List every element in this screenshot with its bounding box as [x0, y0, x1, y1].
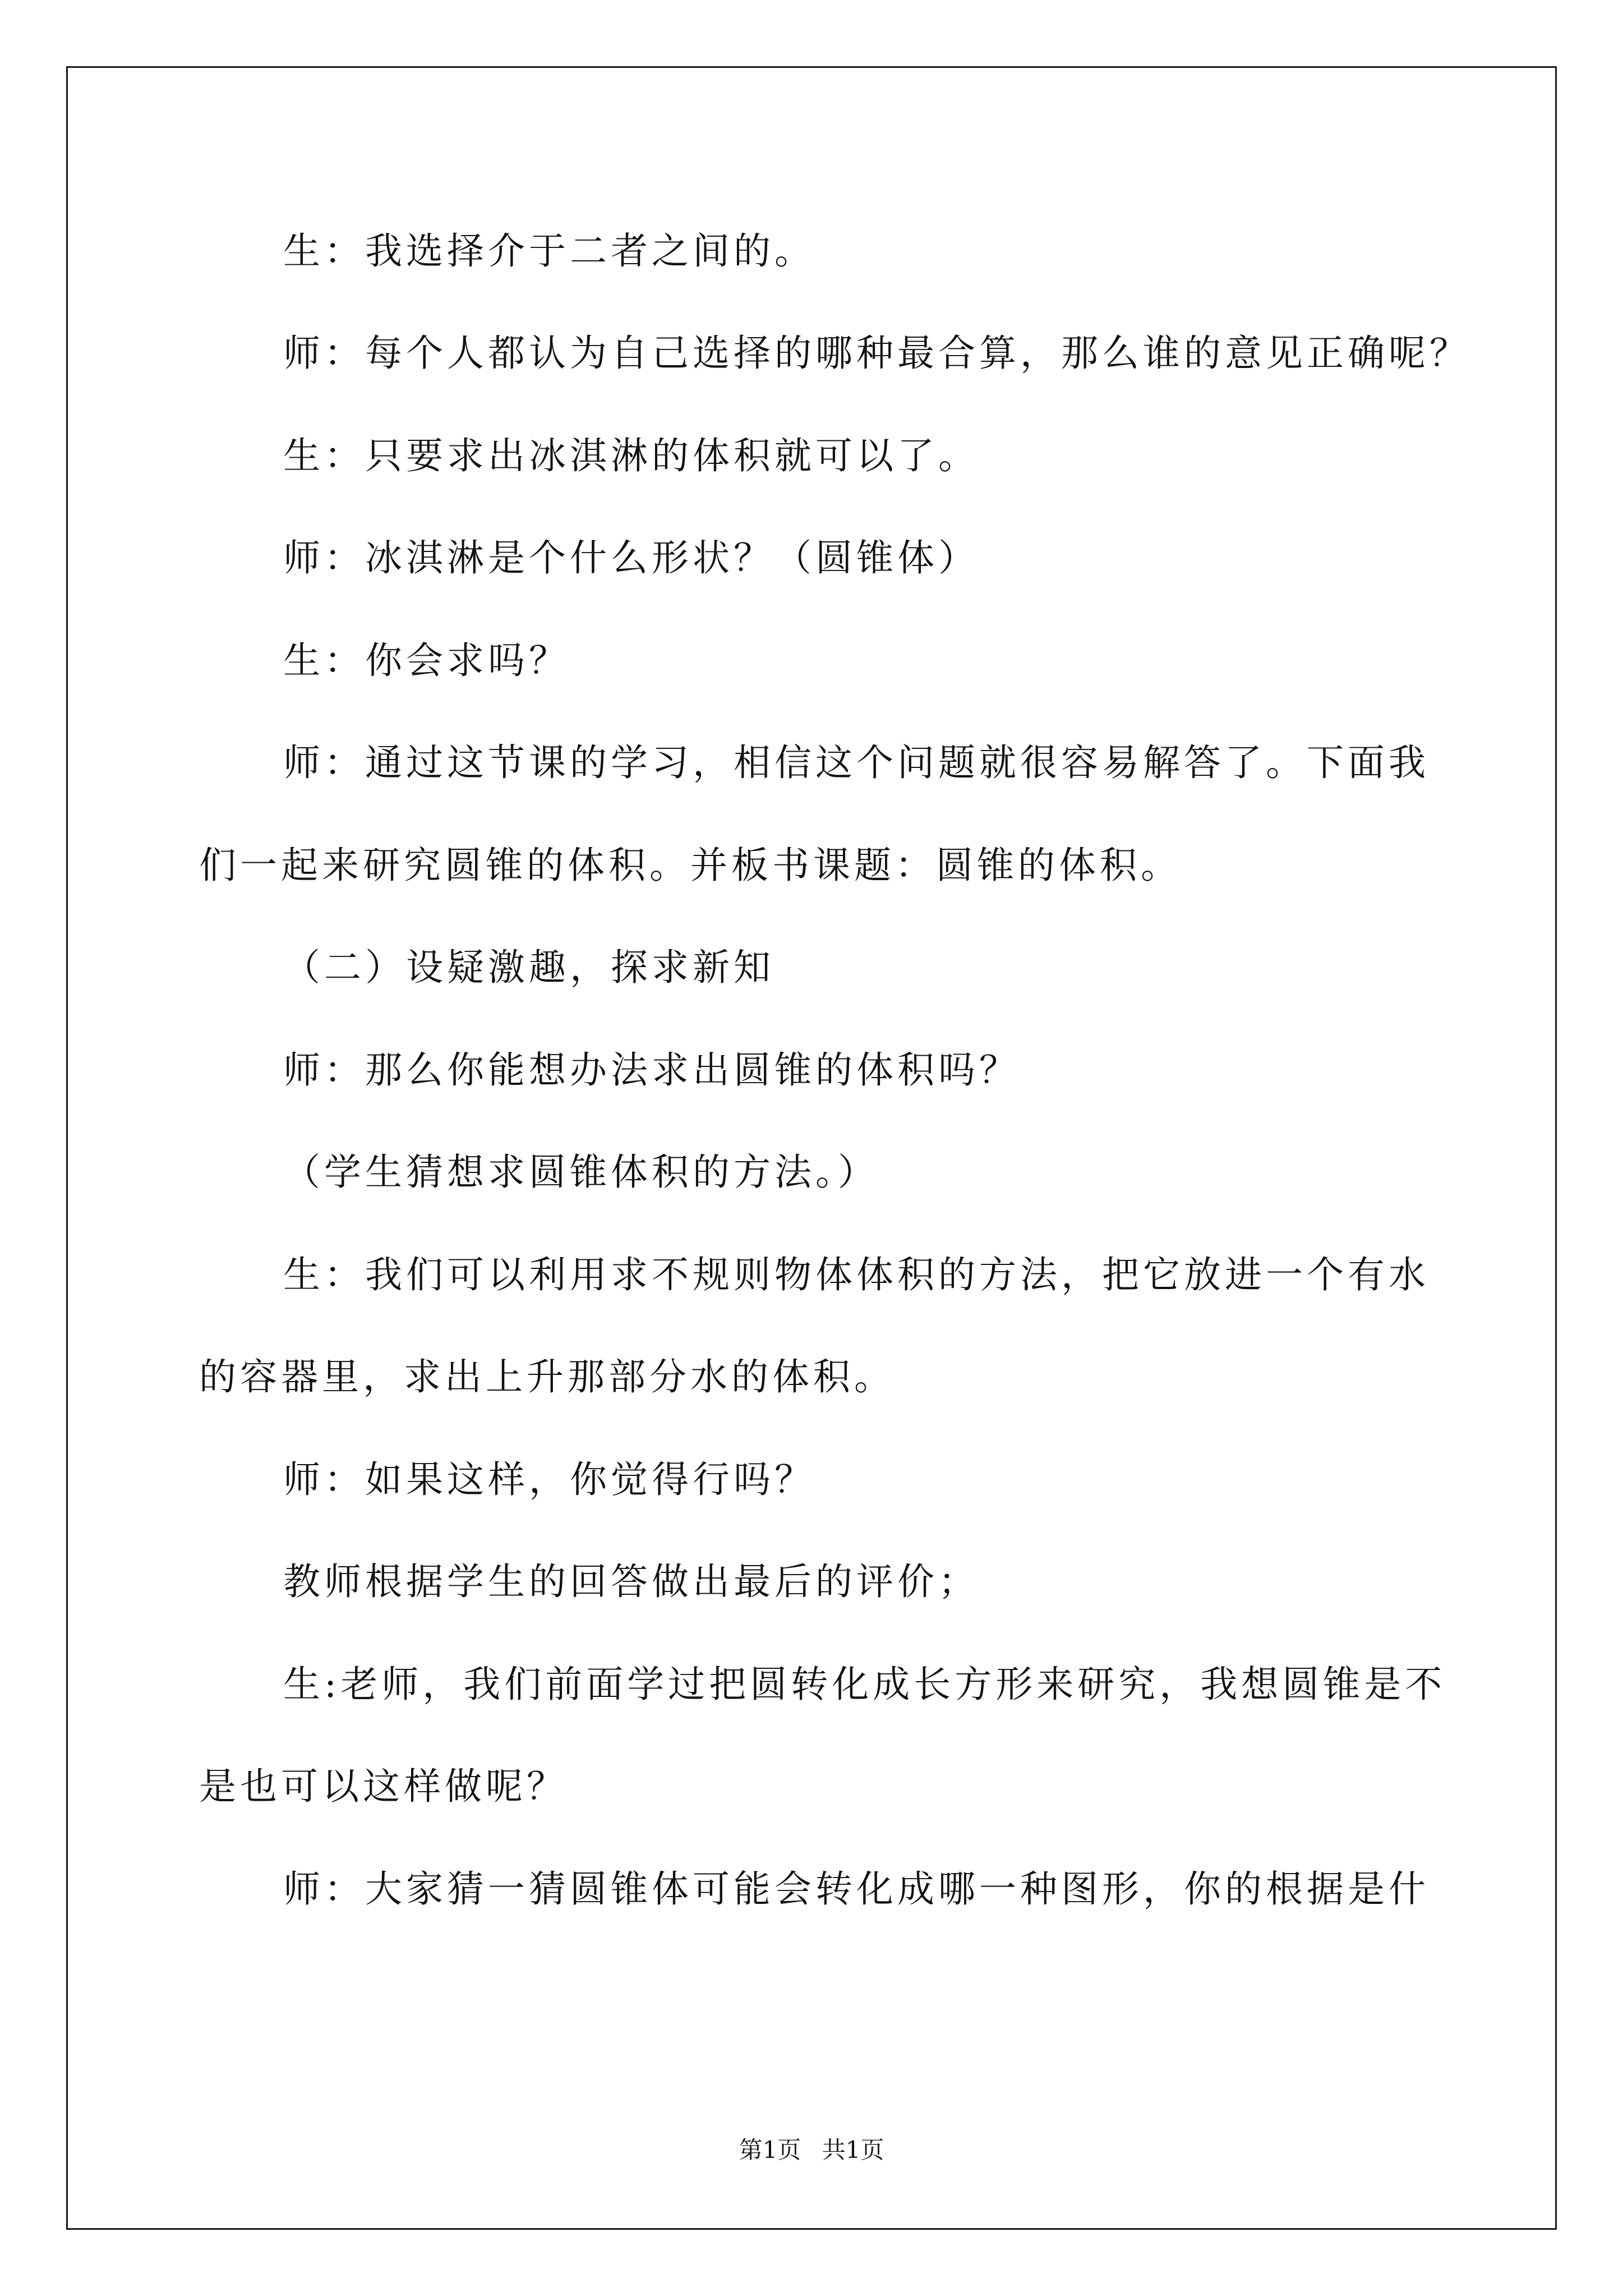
paragraph-line: 师：大家猜一猜圆锥体可能会转化成哪一种图形，你的根据是什: [283, 1867, 1430, 1911]
paragraph-line: 师：冰淇淋是个什么形状？（圆锥体）: [283, 536, 979, 579]
paragraph-line: 师：如果这样，你觉得行吗？: [283, 1458, 815, 1501]
section-heading: （二）设疑激趣，探求新知: [283, 946, 774, 989]
page-footer: [0, 2132, 1623, 2165]
paragraph-line: 生：我选择介于二者之间的。: [283, 229, 815, 273]
paragraph-line: 是也可以这样做呢？: [199, 1765, 568, 1808]
paragraph-line: 们一起来研究圆锥的体积。并板书课题：圆锥的体积。: [199, 844, 1182, 887]
paragraph-line: 生：我们可以利用求不规则物体体积的方法，把它放进一个有水: [283, 1253, 1430, 1296]
paragraph-line: 生：你会求吗？: [283, 639, 570, 682]
paragraph-line: 生：只要求出冰淇淋的体积就可以了。: [283, 434, 979, 477]
paragraph-line: 生:老师，我们前面学过把圆转化成长方形来研究，我想圆锥是不: [283, 1663, 1446, 1706]
page-total: 共1页: [822, 2136, 884, 2164]
paragraph-line: 的容器里，求出上升那部分水的体积。: [199, 1355, 895, 1398]
page-number: 第1页: [739, 2136, 801, 2164]
paragraph-line: （学生猜想求圆锥体积的方法。）: [283, 1151, 879, 1194]
paragraph-line: 师：通过这节课的学习，相信这个问题就很容易解答了。下面我: [283, 741, 1430, 784]
paragraph-line: 师：那么你能想办法求出圆锥的体积吗？: [283, 1048, 1020, 1092]
paragraph-line: 师：每个人都认为自己选择的哪种最合算，那么谁的意见正确呢？: [283, 332, 1470, 375]
paragraph-line: 教师根据学生的回答做出最后的评价；: [283, 1560, 979, 1603]
